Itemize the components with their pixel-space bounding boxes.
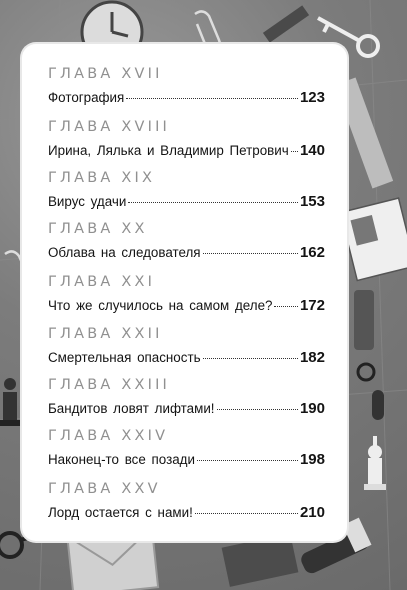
page-number: 198 [299, 451, 325, 468]
leader-dots [274, 306, 297, 307]
page-number: 172 [299, 297, 325, 314]
chapter-number: ГЛАВА XXI [48, 274, 156, 290]
chapter-title: Облава на следователя [48, 245, 201, 260]
page-number: 140 [299, 142, 325, 159]
pencil-icon [263, 5, 309, 42]
leader-dots [128, 202, 298, 203]
toc-entry[interactable] [48, 219, 325, 261]
chess-king-icon [364, 436, 386, 490]
chapter-title: Смертельная опасность [48, 350, 201, 365]
chess-pawn-icon [0, 378, 20, 426]
page-number: 153 [299, 193, 325, 210]
chapter-title: Ирина, Лялька и Владимир Петрович [48, 143, 289, 158]
toc-entry[interactable] [48, 375, 325, 417]
toc-entry[interactable] [48, 426, 325, 468]
leader-dots [203, 253, 298, 254]
chapter-number: ГЛАВА XVIII [48, 119, 171, 135]
chapter-number: ГЛАВА XVII [48, 66, 163, 82]
leader-dots [217, 409, 298, 410]
toc-entry[interactable] [48, 324, 325, 366]
chapter-title: Фотография [48, 90, 125, 105]
chapter-number: ГЛАВА XX [48, 221, 148, 237]
chapter-number: ГЛАВА XXIII [48, 377, 171, 393]
chapter-title: Наконец-то все позади [48, 452, 195, 467]
id-card-icon [340, 198, 407, 280]
flashlight-icon [354, 290, 374, 350]
toc-entry[interactable] [48, 168, 325, 210]
chapter-number: ГЛАВА XIX [48, 170, 156, 186]
toc-entry[interactable] [48, 117, 325, 159]
toc-entry[interactable] [48, 64, 325, 106]
page-number: 210 [299, 504, 325, 521]
page-number: 162 [299, 244, 325, 261]
toc-entry[interactable] [48, 272, 325, 314]
chapter-number: ГЛАВА XXIV [48, 428, 169, 444]
leader-dots [195, 513, 298, 514]
leader-dots [291, 151, 298, 152]
leader-dots [197, 460, 298, 461]
keychain-icon [358, 364, 384, 420]
chapter-title: Что же случилось на самом деле? [48, 298, 273, 313]
chapter-number: ГЛАВА XXV [48, 481, 161, 497]
page-number: 182 [299, 349, 325, 366]
chapter-number: ГЛАВА XXII [48, 326, 163, 342]
page-number: 190 [299, 400, 325, 417]
toc-entry[interactable] [48, 479, 325, 521]
chapter-title: Вирус удачи [48, 194, 127, 209]
book-icon [222, 533, 299, 587]
chapter-title: Бандитов ловят лифтами! [48, 401, 215, 416]
chapter-title: Лорд остается с нами! [48, 505, 193, 520]
leader-dots [126, 98, 298, 99]
leader-dots [203, 358, 298, 359]
page-number: 123 [299, 89, 325, 106]
